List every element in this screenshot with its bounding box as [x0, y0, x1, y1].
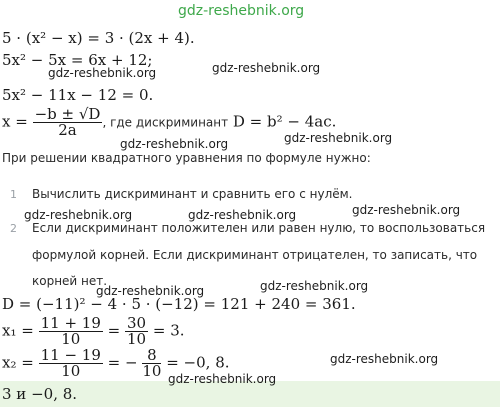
- root-x1: [2, 316, 185, 347]
- formula-fraction: [33, 107, 103, 138]
- watermark-top: gdz-reshebnik.org: [178, 3, 305, 19]
- watermark: gdz-reshebnik.org: [330, 352, 439, 366]
- watermark: gdz-reshebnik.org: [24, 208, 133, 222]
- x2-result: = −0, 8.: [166, 353, 230, 372]
- answer: 3 и −0, 8.: [2, 385, 78, 403]
- watermark: gdz-reshebnik.org: [188, 208, 297, 222]
- x2-numerator: 11 − 19: [40, 346, 101, 364]
- watermark: gdz-reshebnik.org: [120, 137, 229, 151]
- step-text-line: Если дискриминант положителен или равен нулю, то воспользоваться: [32, 221, 486, 235]
- formula-numerator: −b ± √D: [34, 105, 101, 123]
- x2-fraction: [39, 348, 103, 379]
- x1-lhs: x₁ =: [2, 321, 34, 340]
- step-2-line-2: формулой корней. Если дискриминант отрицателен, то записать, что: [32, 248, 478, 262]
- discriminant-calculation: D = (−11)² − 4 · 5 · (−12) = 121 + 240 = 361.: [2, 295, 356, 313]
- watermark: gdz-reshebnik.org: [96, 284, 205, 298]
- x2-numerator-2: 8: [142, 348, 161, 364]
- watermark: gdz-reshebnik.org: [284, 131, 393, 145]
- step-number: 2: [10, 222, 17, 235]
- watermark: gdz-reshebnik.org: [212, 61, 321, 75]
- x2-lhs: x₂ =: [2, 353, 34, 372]
- formula-denominator: 2a: [58, 121, 77, 139]
- formula-text: , где дискриминант: [102, 115, 229, 130]
- x2-denominator-2: 10: [142, 362, 162, 380]
- watermark: gdz-reshebnik.org: [260, 279, 369, 293]
- intro-text: При решении квадратного уравнения по формуле нужно:: [2, 151, 371, 165]
- watermark: gdz-reshebnik.org: [352, 203, 461, 217]
- step-2-line-3: корней нет.: [32, 274, 108, 288]
- x2-equals: = −: [107, 353, 138, 372]
- discriminant-formula: D = b² − 4ac.: [232, 112, 337, 131]
- x2-denominator: 10: [61, 362, 81, 380]
- x1-numerator-2: 30: [127, 314, 147, 332]
- equation-3: 5x² − 11x − 12 = 0.: [2, 86, 154, 104]
- x1-denominator: 10: [61, 330, 81, 348]
- x1-fraction-2: [125, 316, 148, 347]
- formula-lhs: x =: [2, 112, 28, 131]
- x1-result: = 3.: [152, 321, 185, 340]
- x2-fraction-2: [142, 348, 161, 379]
- step-2: [10, 220, 485, 237]
- step-1: [10, 186, 353, 203]
- x1-fraction: [39, 316, 103, 347]
- step-number: 1: [10, 188, 17, 201]
- equation-2: 5x² − 5x = 6x + 12;: [2, 51, 153, 69]
- x1-denominator-2: 10: [127, 330, 147, 348]
- x1-numerator: 11 + 19: [40, 314, 101, 332]
- watermark: gdz-reshebnik.org: [168, 372, 277, 386]
- equation-1: 5 · (x² − x) = 3 · (2x + 4).: [2, 29, 195, 47]
- step-text: Вычислить дискриминант и сравнить его с нулём.: [32, 187, 353, 201]
- watermark: gdz-reshebnik.org: [48, 66, 157, 80]
- x1-equals: =: [107, 321, 121, 340]
